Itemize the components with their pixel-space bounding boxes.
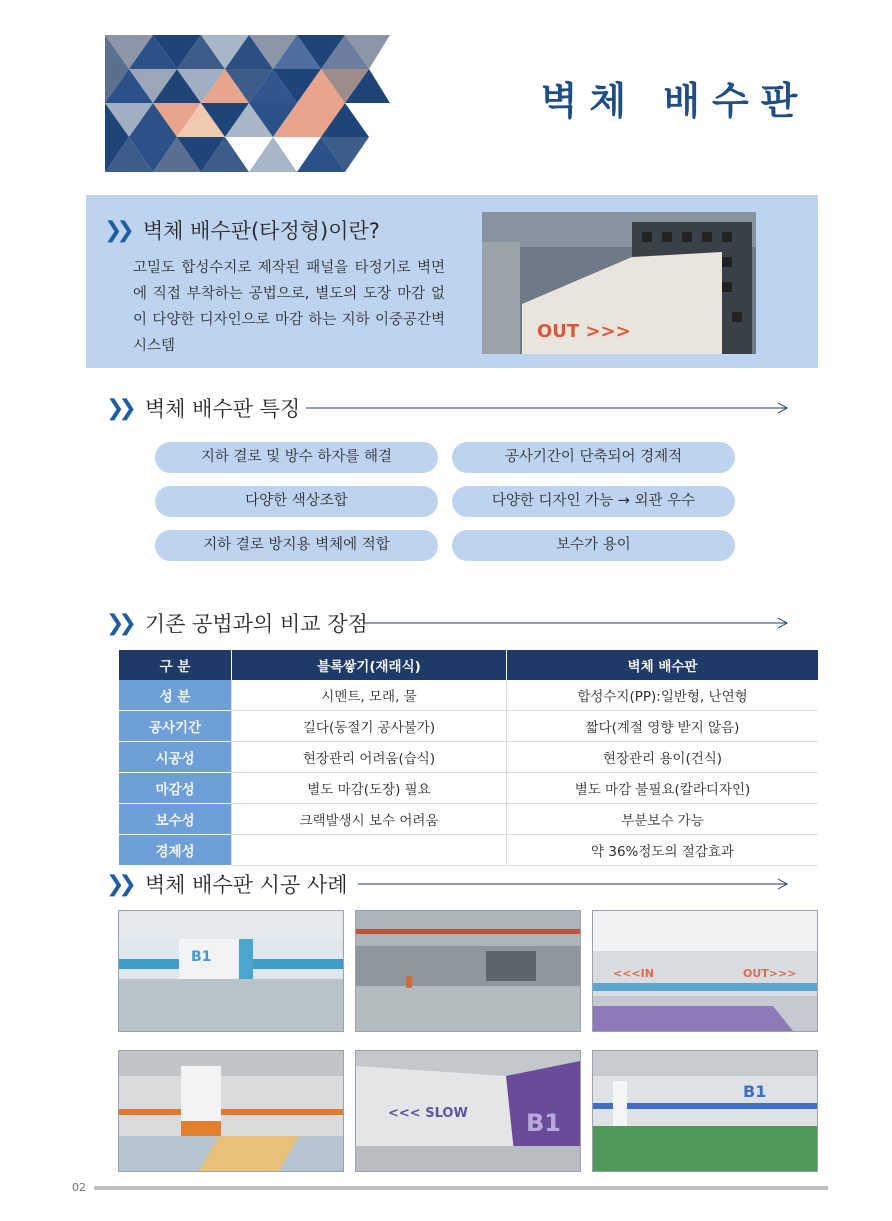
feature-pill: 지하 결로 및 방수 하자를 해결 (155, 442, 438, 473)
case-photo (592, 910, 818, 1032)
comparison-table (119, 650, 818, 866)
table-cell: 별도 마감(도장) 필요 (232, 773, 507, 804)
table-header-row (119, 650, 818, 680)
cases-heading-text: 벽체 배수판 시공 사례 (144, 873, 348, 897)
table-cell: 부분보수 가능 (507, 804, 819, 835)
intro-description: 고밀도 합성수지로 제작된 패널을 타정기로 벽면에 직접 부착하는 공법으로, 별도의 도장 마감 없이 다양한 디자인으로 마감 하는 지하 이중공간벽 시스템 (133, 260, 445, 354)
features-heading (106, 393, 300, 423)
svg-text:B1: B1 (526, 1109, 561, 1137)
svg-text:B1: B1 (743, 1082, 767, 1101)
table-row (119, 835, 818, 866)
row-header: 경제성 (119, 835, 232, 866)
footer-bar (94, 1186, 828, 1190)
case-photo (118, 910, 344, 1032)
svg-text:<<< SLOW: <<< SLOW (388, 1106, 468, 1121)
double-chevron-icon: ❯❯ (106, 395, 131, 421)
case-photo (355, 1050, 581, 1172)
svg-text:OUT>>>: OUT>>> (743, 967, 797, 980)
cases-heading (106, 869, 347, 899)
feature-pill: 보수가 용이 (452, 530, 735, 561)
svg-text:B1: B1 (191, 949, 212, 965)
page-title: 벽체 배수판 (540, 79, 810, 123)
svg-text:OUT >>>: OUT >>> (537, 321, 631, 342)
feature-pill: 공사기간이 단축되어 경제적 (452, 442, 735, 473)
feature-pill: 다양한 색상조합 (155, 486, 438, 517)
table-row (119, 711, 818, 742)
table-cell (232, 835, 507, 866)
feature-pill: 지하 결로 방지용 벽체에 적합 (155, 530, 438, 561)
case-photo (355, 910, 581, 1032)
intro-heading-text: 벽체 배수판(타정형)이란? (142, 219, 380, 243)
decorative-triangle-pattern (105, 35, 390, 172)
table-header: 벽체 배수판 (507, 650, 819, 680)
table-header: 블록쌓기(재래식) (232, 650, 507, 680)
double-chevron-icon: ❯❯ (106, 610, 131, 636)
table-cell: 현장관리 어려움(습식) (232, 742, 507, 773)
table-cell: 길다(동절기 공사불가) (232, 711, 507, 742)
features-heading-text: 벽체 배수판 특징 (144, 397, 301, 421)
table-cell: 별도 마감 불필요(칼라디자인) (507, 773, 819, 804)
svg-text:<<<IN: <<<IN (613, 967, 654, 980)
table-cell: 시멘트, 모래, 물 (232, 680, 507, 711)
case-photo (592, 1050, 818, 1172)
row-header: 보수성 (119, 804, 232, 835)
table-row (119, 804, 818, 835)
row-header: 마감성 (119, 773, 232, 804)
page-number: 02 (72, 1181, 86, 1194)
row-header: 성 분 (119, 680, 232, 711)
comparison-heading-text: 기존 공법과의 비교 장점 (144, 612, 368, 636)
comparison-heading (106, 608, 368, 638)
section-arrow-line (306, 401, 790, 415)
double-chevron-icon: ❯❯ (104, 217, 129, 243)
section-arrow-line (358, 877, 790, 891)
row-header: 시공성 (119, 742, 232, 773)
table-row (119, 773, 818, 804)
table-cell: 현장관리 용이(건식) (507, 742, 819, 773)
double-chevron-icon: ❯❯ (106, 871, 131, 897)
case-photo (118, 1050, 344, 1172)
table-cell: 짧다(계절 영향 받지 않음) (507, 711, 819, 742)
table-row (119, 680, 818, 711)
table-cell: 약 36%정도의 절감효과 (507, 835, 819, 866)
table-cell: 합성수지(PP):일반형, 난연형 (507, 680, 819, 711)
table-cell: 크랙발생시 보수 어려움 (232, 804, 507, 835)
intro-photo (482, 212, 756, 354)
row-header: 공사기간 (119, 711, 232, 742)
section-arrow-line (364, 616, 790, 630)
feature-pill: 다양한 디자인 가능 → 외관 우수 (452, 486, 735, 517)
table-header: 구 분 (119, 650, 232, 680)
intro-heading (104, 215, 380, 245)
table-row (119, 742, 818, 773)
